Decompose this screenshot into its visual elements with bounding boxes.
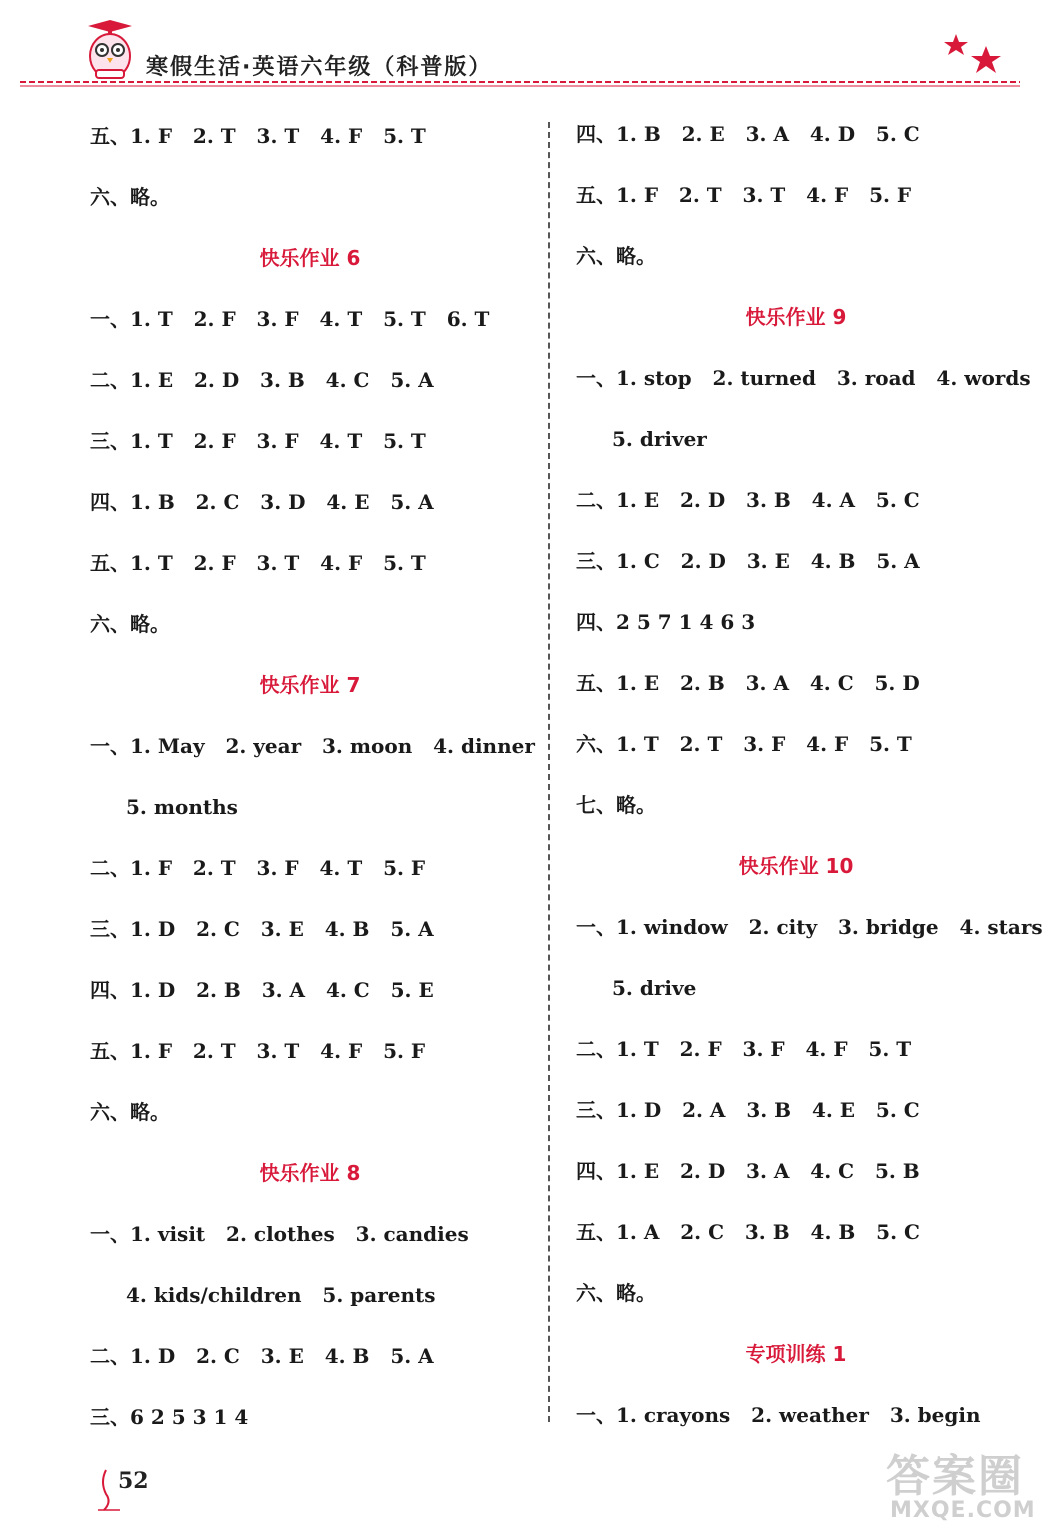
section-title: 专项训练 1 — [745, 1342, 847, 1366]
watermark-sub: MXQE.COM — [890, 1498, 1036, 1523]
section-title: 快乐作业 10 — [738, 854, 854, 878]
answer-line: 四、1. E 2. D 3. A 4. C 5. B — [576, 1159, 920, 1183]
star-decoration-icon — [940, 28, 1010, 78]
answer-line: 六、略。 — [90, 612, 170, 636]
answer-line: 五、1. T 2. F 3. T 4. F 5. T — [90, 551, 426, 575]
answer-line: 五、1. F 2. T 3. T 4. F 5. F — [90, 1039, 426, 1063]
answer-line: 五、1. A 2. C 3. B 4. B 5. C — [576, 1220, 920, 1244]
answer-line: 二、1. E 2. D 3. B 4. C 5. A — [90, 368, 434, 392]
answer-line: 六、略。 — [576, 244, 656, 268]
answer-line: 二、1. F 2. T 3. F 4. T 5. F — [90, 856, 426, 880]
page-number: 52 — [118, 1468, 149, 1494]
answer-line: 四、1. B 2. C 3. D 4. E 5. A — [90, 490, 434, 514]
answer-line: 4. kids/children 5. parents — [126, 1283, 436, 1307]
answer-line: 一、1. visit 2. clothes 3. candies — [90, 1222, 469, 1246]
answer-line: 一、1. window 2. city 3. bridge 4. stars — [576, 915, 1043, 939]
answer-line: 六、略。 — [90, 185, 170, 209]
answer-line: 一、1. crayons 2. weather 3. begin — [576, 1403, 981, 1427]
answer-line: 二、1. T 2. F 3. F 4. F 5. T — [576, 1037, 912, 1061]
answer-line: 5. driver — [612, 427, 707, 451]
answer-line: 七、略。 — [576, 793, 656, 817]
answer-line: 三、6 2 5 3 1 4 — [90, 1405, 249, 1429]
answer-line: 一、1. T 2. F 3. F 4. T 5. T 6. T — [90, 307, 490, 331]
section-title: 快乐作业 7 — [259, 673, 361, 697]
section-title: 快乐作业 9 — [745, 305, 847, 329]
column-divider — [548, 122, 550, 1422]
answer-line: 一、1. stop 2. turned 3. road 4. words — [576, 366, 1031, 390]
watermark — [880, 1440, 1050, 1530]
section-title: 快乐作业 8 — [259, 1161, 361, 1185]
header-title: 寒假生活·英语六年级（科普版） — [146, 55, 493, 80]
answer-line: 六、略。 — [90, 1100, 170, 1124]
answer-line: 二、1. E 2. D 3. B 4. A 5. C — [576, 488, 920, 512]
answer-line: 5. months — [126, 795, 238, 819]
answer-line: 五、1. F 2. T 3. T 4. F 5. F — [576, 183, 912, 207]
answer-line: 二、1. D 2. C 3. E 4. B 5. A — [90, 1344, 434, 1368]
answer-line: 六、略。 — [576, 1281, 656, 1305]
section-title: 快乐作业 6 — [259, 246, 361, 270]
answer-line: 5. drive — [612, 976, 697, 1000]
answer-line: 四、1. B 2. E 3. A 4. D 5. C — [576, 122, 920, 146]
answer-line: 三、1. D 2. C 3. E 4. B 5. A — [90, 917, 434, 941]
answer-line: 五、1. E 2. B 3. A 4. C 5. D — [576, 671, 920, 695]
answer-line: 三、1. T 2. F 3. F 4. T 5. T — [90, 429, 426, 453]
answer-line: 四、2 5 7 1 4 6 3 — [576, 610, 756, 634]
owl-mascot-icon — [80, 18, 140, 82]
answer-line: 六、1. T 2. T 3. F 4. F 5. T — [576, 732, 912, 756]
answer-line: 三、1. C 2. D 3. E 4. B 5. A — [576, 549, 920, 573]
answer-line: 五、1. F 2. T 3. T 4. F 5. T — [90, 124, 426, 148]
answer-line: 三、1. D 2. A 3. B 4. E 5. C — [576, 1098, 920, 1122]
page-header — [0, 0, 1056, 92]
answer-line: 一、1. May 2. year 3. moon 4. dinner — [90, 734, 535, 758]
watermark-main: 答案圈 — [886, 1451, 1024, 1502]
answer-line: 四、1. D 2. B 3. A 4. C 5. E — [90, 978, 434, 1002]
header-rule — [20, 80, 1020, 88]
